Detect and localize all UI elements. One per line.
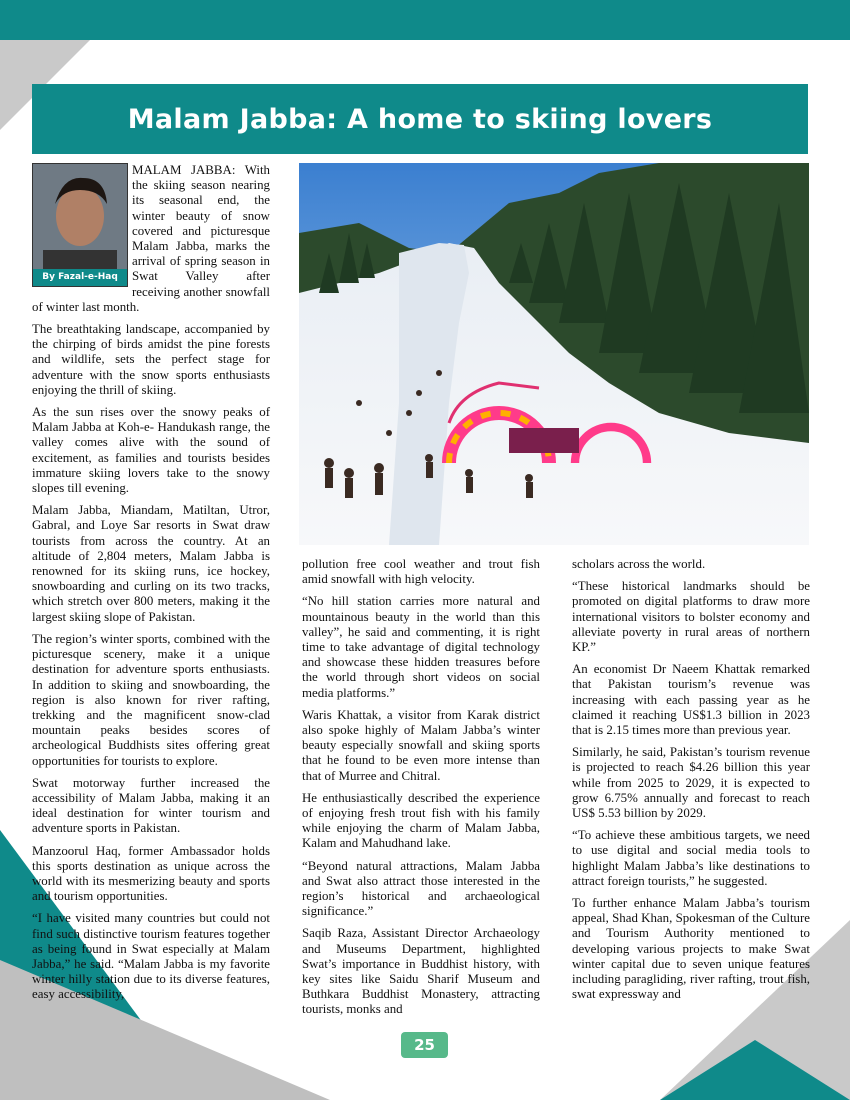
paragraph: scholars across the world.	[572, 557, 706, 571]
article-column-3	[572, 557, 810, 1009]
paragraph: “These historical landmarks should be promoted on digital platforms to draw more international visitors to bolster economy and alleviate poverty in rural areas of northern KP.”	[572, 579, 810, 655]
article-column-2	[302, 557, 540, 1025]
paragraph: Similarly, he said, Pakistan’s tourism revenue is projected to reach $4.26 billion this year while from 2025 to 2029, it is expected to grow 6.75% annually and forecast to reach US$ 5.53 billion by 2029.	[572, 745, 810, 821]
paragraph: “I have visited many countries but could not find such distinctive tourism features together as being found in Swat especially at Malam Jabba,” he said. “Malam Jabba is my favorite winter hilly station due to its diverse features, easy accessibility,	[32, 911, 270, 1002]
paragraph: “No hill station carries more natural and mountainous beauty in the world than this valley”, he said and commenting, it is right time to take advantage of digital technology and showcase these hidden treasures before the world through short videos on social media platforms.”	[302, 594, 540, 700]
paragraph: pollution free cool weather and trout fish amid snowfall with high velocity.	[302, 557, 540, 587]
paragraph: To further enhance Malam Jabba’s tourism appeal, Shad Khan, Spokesman of the Culture and Tourism Authority mentioned to developing various projects to make Swat winter capital due to seven unique features including paragliding, river rafting, trout fish, swat expressway and	[572, 896, 810, 1002]
paragraph: As the sun rises over the snowy peaks of Malam Jabba at Koh-e- Handukash range, the valley comes alive with the sound of excitement, as families and tourists besides immature skiing lovers take to the snowy slopes till evening.	[32, 405, 270, 496]
paragraph: The region’s winter sports, combined with the picturesque scenery, make it a unique destination for adventure sports enthusiasts. In addition to skiing and snowboarding, the region is also known for river rafting, trekking and the magnificent snow-clad mountain peaks besides scores of archeological Buddhists sites offering great opportunities for tourists to explore.	[32, 631, 270, 768]
paragraph: Manzoorul Haq, former Ambassador holds this sports destination as unique across the world with its mesmerizing beauty and sports and tourism opportunities.	[32, 843, 270, 904]
paragraph: An economist Dr Naeem Khattak remarked that Pakistan tourism’s revenue was increasing with each passing year as he claimed it reaching US$1.3 billion in 2023 that is 2.15 times more than previous year.	[572, 662, 810, 738]
paragraph: “Beyond natural attractions, Malam Jabba and Swat also attract those interested in the region’s historical and archaeological significance.”	[302, 858, 540, 919]
paragraph: Malam Jabba, Miandam, Matiltan, Utror, Gabral, and Loye Sar resorts in Swat draw tourists from across the country. At an altitude of 2,804 meters, Malam Jabba is renowned for its skiing runs, ice hockey, snowboarding and curling on its two tracks, which stretch over 800 meters, making it the largest skiing slope of Pakistan.	[32, 503, 270, 624]
paragraph: The breathtaking landscape, accompanied by the chirping of birds amidst the pine forests and wildlife, sets the perfect stage for adventure with the snow sports enthusiasts enjoying the thrill of skiing.	[32, 322, 270, 397]
paragraph: MALAM JABBA: With the skiing season nearing its seasonal end, the winter beauty of snow covered and picturesque Malam Jabba, marks the arrival of spring season in Swat Valley after receiving another snowfall of winter last month.	[32, 163, 270, 314]
title-band	[32, 84, 808, 154]
paragraph: He enthusiastically described the experience of enjoying fresh trout fish with his family while enjoying the charm of Malam Jabba, Kalam and Mahudhand lake.	[302, 790, 540, 851]
article-column-1	[32, 163, 270, 1010]
decor-triangle-bottom-right-teal	[660, 1040, 850, 1100]
author-caption: By Fazal-e-Haq	[33, 269, 127, 286]
article-title: Malam Jabba: A home to skiing lovers	[127, 103, 713, 135]
paragraph: Waris Khattak, a visitor from Karak district also spoke highly of Malam Jabba’s winter beauty especially snowfall and skiing sports that he found to be even more intense than that of Murree and Chitral.	[302, 707, 540, 783]
paragraph: “To achieve these ambitious targets, we need to use digital and social media tools to highlight Malam Jabba’s like destinations to attract foreign tourists,” he suggested.	[572, 828, 810, 888]
paragraph: Saqib Raza, Assistant Director Archaeology and Museums Department, highlighted Swat’s importance in Buddhist history, with key sites like Saidu Sharif Museum and Buthkara Buddhist Monastery, attracting tourists, monks and	[302, 926, 540, 1017]
top-accent-bar	[0, 0, 850, 40]
page-number: 25	[401, 1032, 448, 1058]
ski-slope-photo	[299, 163, 809, 545]
paragraph: Swat motorway further increased the accessibility of Malam Jabba, making it an ideal destination for winter tourism and adventure sports in Pakistan.	[32, 775, 270, 836]
author-photo-spacer	[32, 163, 132, 289]
